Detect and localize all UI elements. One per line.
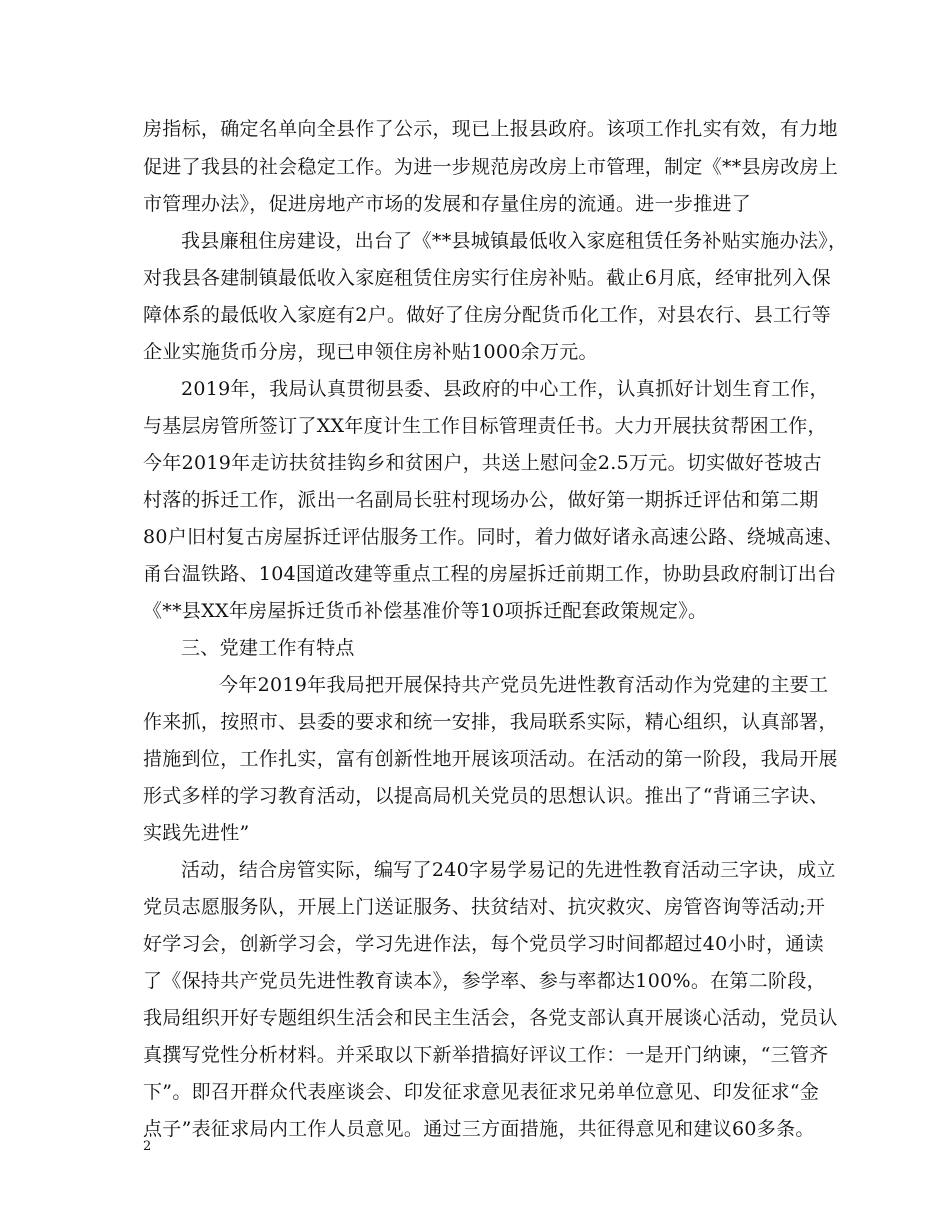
text-line: 点子”表征求局内工作人员意见。通过三方面措施，共征得意见和建议60多条。 — [143, 1118, 815, 1140]
text-line: 活动，结合房管实际，编写了240字易学易记的先进性教育活动三字诀，成立 — [181, 859, 836, 881]
text-line: 《**县XX年房屋拆迁货币补偿基准价等10项拆迁配套政策规定》。 — [143, 600, 708, 622]
text-line: 措施到位，工作扎实，富有创新性地开展该项活动。在活动的第一阶段，我局开展 — [143, 748, 838, 770]
section-heading: 三、党建工作有特点 — [181, 637, 355, 659]
text-line: 市管理办法》，促进房地产市场的发展和存量住房的流通。进一步推进了 — [143, 193, 752, 215]
text-line: 今年2019年走访扶贫挂钩乡和贫困户，共送上慰问金2.5万元。切实做好苍坡古 — [143, 452, 822, 474]
text-line: 我局组织开好专题组织生活会和民主生活会，各党支部认真开展谈心活动，党员认 — [143, 1007, 838, 1029]
text-line: 房指标，确定名单向全县作了公示，现已上报县政府。该项工作扎实有效，有力地 — [143, 118, 838, 140]
text-line: 我县廉租住房建设，出台了《**县城镇最低收入家庭租赁任务补贴实施办法》， — [181, 230, 848, 252]
text-line: 形式多样的学习教育活动，以提高局机关党员的思想认识。推出了“背诵三字诀、 — [143, 785, 829, 807]
text-line: 好学习会，创新学习会，学习先进作法，每个党员学习时间都超过40小时，通读 — [143, 933, 824, 955]
text-line: 实践先进性” — [143, 822, 250, 844]
text-line: 与基层房管所签订了XX年度计生工作目标管理责任书。大力开展扶贫帮困工作， — [143, 415, 827, 437]
text-line: 障体系的最低收入家庭有2户。做好了住房分配货币化工作，对县农行、县工行等 — [143, 304, 831, 326]
text-line: 今年2019年我局把开展保持共产党员先进性教育活动作为党建的主要工 — [219, 674, 829, 696]
text-line: 甬台温铁路、104国道改建等重点工程的房屋拆迁前期工作，协助县政府制订出台 — [143, 563, 837, 585]
text-line: 下”。即召开群众代表座谈会、印发征求意见表征求兄弟单位意见、印发征求“金 — [143, 1081, 820, 1103]
text-line: 真撰写党性分析材料。并采取以下新举措搞好评议工作：一是开门纳谏，“三管齐 — [143, 1044, 829, 1066]
text-line: 对我县各建制镇最低收入家庭租赁住房实行住房补贴。截止6月底，经审批列入保 — [143, 267, 831, 289]
text-line: 村落的拆迁工作，派出一名副局长驻村现场办公，做好第一期拆迁评估和第二期 — [143, 489, 819, 511]
text-line: 80户旧村复古房屋拆迁评估服务工作。同时，着力做好诸永高速公路、绕城高速、 — [143, 526, 844, 548]
page-number: 2 — [143, 1139, 152, 1154]
text-line: 促进了我县的社会稳定工作。为进一步规范房改房上市管理，制定《**县房改房上 — [143, 156, 839, 178]
text-line: 了《保持共产党员先进性教育读本》，参学率、参与率都达100%。在第二阶段， — [143, 970, 826, 992]
text-line: 企业实施货币分房，现已申领住房补贴1000余万元。 — [143, 341, 598, 363]
text-line: 党员志愿服务队，开展上门送证服务、扶贫结对、抗灾救灾、房管咨询等活动;开 — [143, 896, 826, 918]
text-line: 作来抓，按照市、县委的要求和统一安排，我局联系实际，精心组织，认真部署， — [143, 711, 838, 733]
text-line: 2019年，我局认真贯彻县委、县政府的中心工作，认真抓好计划生育工作， — [181, 378, 829, 400]
